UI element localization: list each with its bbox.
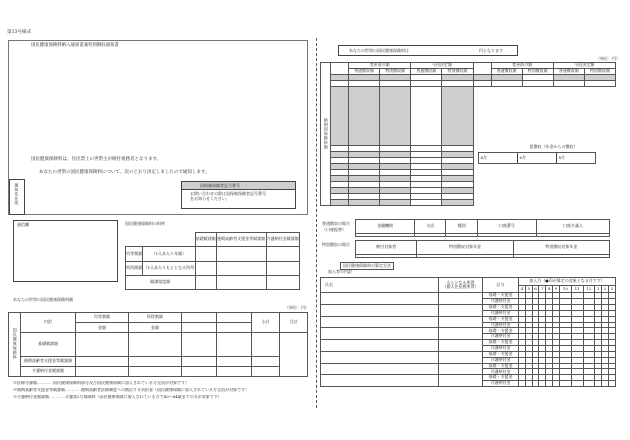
calc-month-header: 7 [539, 285, 546, 293]
member-class-cell: 介護納付金 [483, 369, 519, 375]
calc-col-basis: もととなる所得 [446, 279, 475, 285]
installment-table [320, 62, 616, 206]
amount-suffix: 円となります [479, 48, 503, 53]
rate-row-equal-sub: （1人あたり年額） [143, 247, 195, 261]
inquiry-line-1: お問い合わせの際は国保被保険者記号番号 [190, 191, 266, 196]
rate-col-care: 介護納付金賦課額 [266, 233, 300, 247]
member-income-cell [439, 351, 483, 363]
member-class-cell: 介護納付金 [483, 310, 519, 316]
member-income-cell [439, 293, 483, 305]
group-header-1: 変更前の額 [349, 63, 411, 69]
sub-header-4: 特別徴収額 [442, 69, 473, 75]
footnote-2: ※後期高齢者支援金等賦課額…………後期高齢者医療制度への拠出する負担金（国民健康保険に加入されている方全員が対象です） [13, 388, 249, 392]
ordinary-collection-label: 普通徴収の場合 [322, 221, 350, 226]
calc-col-basis-2: （個人住民税所得） [442, 284, 479, 290]
member-income-cell [439, 375, 483, 387]
group-header-2: 今回決定額 [411, 63, 473, 69]
member-name-cell [321, 304, 439, 316]
member-income-cell [439, 363, 483, 375]
sub-header-5: 普通徴収額 [491, 69, 522, 75]
member-class-cell: 基礎・支援金 [483, 328, 519, 334]
ord-col-bank: 金融機関 [356, 220, 415, 234]
household-row-care: 介護納付金賦課額 [21, 366, 76, 376]
member-month-cell [539, 381, 546, 387]
pension-box [478, 152, 596, 164]
rate-col-basic: 基礎賦課額 [195, 233, 216, 247]
member-month-cell [595, 381, 602, 387]
sub-header-1: 普通徴収額 [349, 69, 380, 75]
ord-col-holder: 口座名義人 [536, 220, 609, 234]
rate-row-income: 所得割額 [126, 261, 143, 275]
rate-row-income-sub: （1人あたりもととなる所得 [143, 261, 195, 275]
household-row-basic: 基礎賦課額 [21, 333, 76, 356]
calc-col-class: 区分 [483, 278, 519, 293]
pension-month-4: 4月 [480, 154, 488, 160]
inquiry-line-2: をお知らせください。 [190, 196, 230, 202]
pension-month-6: 6月 [519, 154, 527, 160]
ordinary-collection-sublabel: （口座振替） [322, 227, 346, 232]
spc-col-pension-1: 特別徴収対象年金 [417, 241, 513, 255]
notes-box [13, 220, 118, 282]
footnote-3: ※介護納付金賦課額…………介護第2号保険料（国民健康保険に加入されている方で40～64歳までの方が対象です） [13, 395, 222, 399]
ord-col-account: 口座番号 [477, 220, 536, 234]
member-month-cell [583, 381, 595, 387]
footnote-1: ※医療分課額…………国民健康保険料部分及び国民健康保険に加入されている方全員が対象です） [13, 381, 189, 385]
calc-month-header: 8 [546, 285, 553, 293]
addressee-box [9, 179, 25, 215]
member-income-cell [439, 328, 483, 340]
ord-col-branch: 支店 [415, 220, 446, 234]
special-collection-table [355, 240, 610, 258]
calc-month-header: 2 [602, 285, 609, 293]
member-class-cell: 基礎・支援金 [483, 316, 519, 322]
left-sheet [8, 40, 308, 215]
household-row-support: 後期高齢者支援金等賦課額 [21, 356, 76, 366]
member-class-cell: 基礎・支援金 [483, 375, 519, 381]
household-header-equal: 均等割額 [76, 313, 129, 323]
sub-header-3: 普通徴収額 [411, 69, 442, 75]
group-header-4: 今回決定額 [553, 63, 615, 69]
sub-header-6: 特別徴収額 [522, 69, 553, 75]
member-class-cell: 基礎・支援金 [483, 351, 519, 357]
form-number: 第13号様式 [7, 30, 32, 35]
member-class-cell: 基礎・支援金 [483, 304, 519, 310]
calc-month-header: 12 [583, 285, 595, 293]
calc-col-name: 氏名 [321, 278, 439, 293]
sub-header-2: 特別徴収額 [380, 69, 411, 75]
right-top-unit: （単位：円） [596, 56, 620, 61]
calc-col-months: 加入月（●印が算定の対象となる月です） [519, 278, 616, 286]
rate-row-limit: 賦課限度額 [126, 275, 196, 289]
member-name-cell [321, 340, 439, 352]
calc-method-subtitle: 加入者の内訳 [328, 269, 352, 274]
installment-side-label: 納期別保険料額 [323, 117, 329, 150]
member-income-cell [439, 316, 483, 328]
calc-month-header: 4 [519, 285, 526, 293]
sub-header-7: 普通徴収額 [553, 69, 584, 75]
household-sub-amount-1: 金額 [76, 323, 129, 333]
member-month-cell [525, 381, 532, 387]
household-header-income: 所得割額 [128, 313, 181, 323]
premium-rate-table [125, 232, 300, 290]
member-class-cell: 介護納付金 [483, 299, 519, 305]
member-class-cell: 介護納付金 [483, 334, 519, 340]
inquiry-header: 国保被保険者記号番号 [182, 182, 295, 190]
member-class-cell: 基礎・支援金 [483, 293, 519, 299]
member-month-cell [602, 381, 609, 387]
member-month-cell [546, 381, 553, 387]
rate-row-equal: 均等割額 [126, 247, 143, 261]
member-month-cell [553, 381, 560, 387]
ordinary-collection-table [355, 219, 610, 237]
member-month-cell [559, 381, 571, 387]
calc-month-header: 5 [525, 285, 532, 293]
member-class-cell: 介護納付金 [483, 357, 519, 363]
member-class-cell: 介護納付金 [483, 345, 519, 351]
premium-rate-title: 国民健康保険料の料率 [125, 221, 165, 226]
household-header-subtotal: 小計 [251, 313, 279, 333]
member-month-cell [571, 381, 583, 387]
body-line-1: 国民健康保険料は、住民票上の世帯主が納付義務者となります。 [31, 157, 162, 162]
calc-month-header: 9 [553, 285, 560, 293]
sub-header-8: 特別徴収額 [584, 69, 615, 75]
body-line-2: あなたの世帯の国民健康保険料について、次のとおり決定しましたので通知します。 [39, 170, 210, 175]
calc-month-header: 11 [571, 285, 583, 293]
group-header-3: 変更前の額 [491, 63, 553, 69]
member-name-cell [321, 293, 439, 305]
amount-box [338, 45, 518, 56]
member-income-cell [439, 304, 483, 316]
calc-month-header: 1 [595, 285, 602, 293]
rate-col-support: 後期高齢者支援金等賦課額 [216, 233, 266, 247]
member-class-cell: 介護納付金 [483, 322, 519, 328]
household-inner-label: 内訳 [21, 313, 76, 333]
inquiry-box [181, 181, 296, 209]
member-month-cell [519, 381, 526, 387]
member-name-cell [321, 363, 439, 375]
member-name-cell [321, 375, 439, 387]
notes-label: 通信欄 [17, 222, 29, 227]
spc-col-payer: 納付対象者 [356, 241, 417, 255]
household-sub-amount-2: 金額 [128, 323, 181, 333]
document-title: 国民健康保険料納入通知書兼特別徴収通知書 [31, 43, 119, 48]
household-premium-table [8, 312, 308, 377]
spc-col-pension-2: 特別徴収対象年金 [513, 241, 609, 255]
ord-col-type: 種別 [446, 220, 477, 234]
member-class-cell: 介護納付金 [483, 381, 519, 387]
amount-label: あなたの世帯の国民健康保険料は [349, 48, 409, 53]
calc-method-table [320, 277, 616, 387]
household-side-label: 国民健康保険料 [12, 328, 18, 360]
special-collection-label: 特別徴収の場合 [322, 242, 350, 247]
member-name-cell [321, 316, 439, 328]
member-class-cell: 基礎・支援金 [483, 363, 519, 369]
member-income-cell [439, 340, 483, 352]
member-month-cell [608, 381, 615, 387]
member-name-cell [321, 351, 439, 363]
member-name-cell [321, 328, 439, 340]
fold-line [316, 38, 317, 408]
calc-method-title: 国民健康保険料の算定方法 [340, 262, 394, 270]
calc-month-header: 10 [559, 285, 571, 293]
member-month-cell [532, 381, 539, 387]
pension-label: 仮徴収（年金からの徴収） [529, 143, 578, 149]
household-premium-title: あなたの世帯の国民健康保険料額 [13, 297, 73, 302]
pension-month-8: 8月 [558, 154, 566, 160]
calc-month-header: 6 [532, 285, 539, 293]
calc-month-header: 3 [608, 285, 615, 293]
member-class-cell: 基礎・支援金 [483, 340, 519, 346]
household-header-total: 合計 [279, 313, 307, 333]
household-premium-unit: （単位：円） [285, 305, 309, 310]
addressee-label: 通知先住所 [14, 183, 20, 206]
